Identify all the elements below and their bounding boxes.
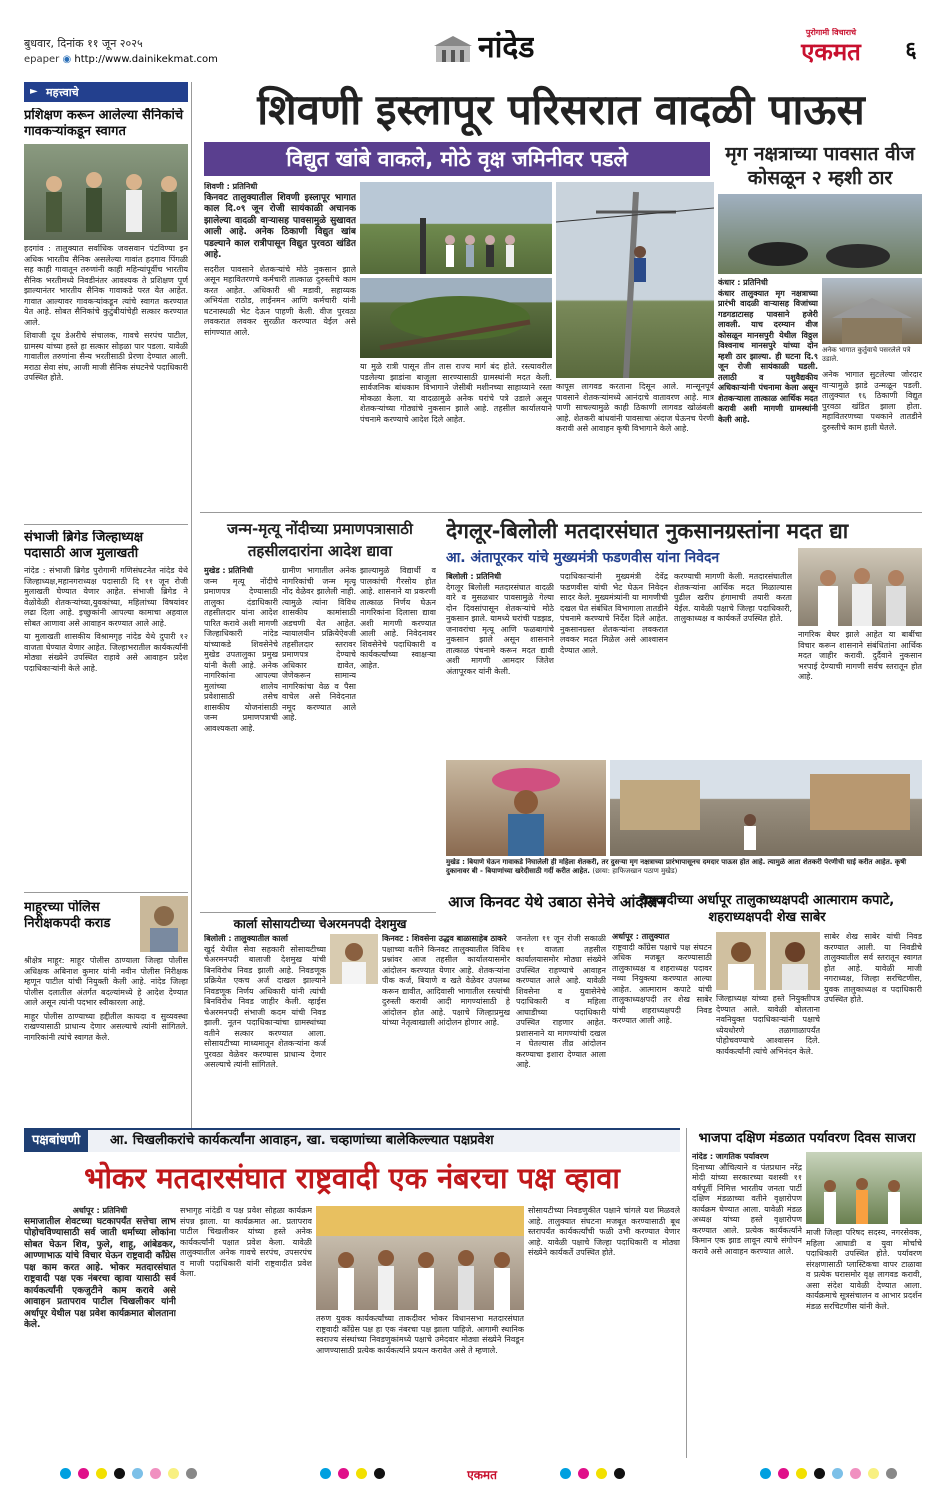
kinwat-body-col2: जनतेला ११ जून रोजी सकाळी ११ वाजता तहसील कार्यालयासमोर मोठ्या संख्येने उपस्थित राहण्याचे आवाहन करण्यात आले आहे. यावेळी शिवसेना व युवासेनेचे पदाधिकारी व महिला आघाडीच्या पदाधिकारी उपस्थित राहणार आहेत. प्रशासनाने या मागण्यांची दखल न घेतल्यास तीव्र आंदोलन करण्याचा इशारा देण्यात आला आहे. bbox=[516, 934, 606, 1069]
registration-dot bbox=[320, 1468, 331, 1479]
portrait-icon bbox=[330, 934, 378, 984]
sidebar-story2-headline: संभाजी ब्रिगेड जिल्हाध्यक्ष पदासाठी आज मुलाखती bbox=[24, 530, 144, 561]
kinwat-dateline: किनवट : शिवसेना उद्धव बाळासाहेब ठाकरे bbox=[382, 934, 507, 943]
deglur-body-col4: नागरिक बेघर झाले आहेत या बाबींचा विचार करून शासनाने संबंधितांना आर्थिक मदत जाहीर करावी. दुर्दैवाने नुकसान भरपाई देण्याची मागणी सर्वच स्तरातून होत आहे. bbox=[798, 630, 922, 681]
ncp-body-col1: अर्धापूर : तालुक्यात राष्ट्रवादी काँग्रेस पक्षाचे पक्ष संघटन अधिक मजबूत करण्यासाठी तालुकाध्यक्ष व शहराध्यक्ष पदावर नव्या नियुक्त्या करण्यात आल्या आहेत. आत्माराम कपाटे यांची तालुकाध्यक्षपदी तर शेख साबेर यांची शहराध्यक्षपदी निवड करण्यात आली आहे. bbox=[612, 932, 712, 1025]
sidebar-story1-photo bbox=[24, 144, 188, 240]
registration-dot bbox=[814, 1468, 825, 1479]
soldiers-photo-icon bbox=[24, 144, 188, 240]
bjp-body-col2: माजी जिल्हा परिषद सदस्य, नगरसेवक, महिला आघाडी व युवा मोर्चाचे पदाधिकारी उपस्थित होते. पर्यावरण संरक्षणासाठी प्लास्टिकचा वापर टाळावा व प्रत्येक घरासमोर वृक्ष लागवड करावी, असा संदेश यावेळी देण्यात आला. कार्यक्रमाचे सूत्रसंचालन व आभार प्रदर्शन मंडळ सरचिटणीस यांनी केले. bbox=[806, 1228, 922, 1311]
lead-photo-field bbox=[360, 182, 552, 274]
certificate-body-col3: झाल्यामुळे विद्यार्थी व पालकांची गैरसोय होत आहे. शासनाने या प्रकरणी तात्काळ निर्णय घेऊन नागरिकांना दिलासा द्यावा अशी मागणी करण्यात आली आहे. निवेदनावर शिवसेनेचे पदाधिकारी व कार्यकर्त्यांच्या स्वाक्षऱ्या आहेत. bbox=[360, 566, 436, 670]
brand-logo bbox=[780, 28, 882, 68]
karla-dateline: बिलोली : तालुक्यातील कार्ला bbox=[204, 934, 289, 943]
right-story bbox=[718, 142, 922, 508]
sidebar-section-label: ► महत्त्वाचे bbox=[24, 82, 188, 102]
deglur-photo-caption: मुखेड : बियाणे घेऊन गावाकडे निघालेली ही महिला शेतकरी, तर दुसऱ्या मृग नक्षत्राच्या प्रारंभापासूनच दमदार पाऊस होत आहे. त्यामुळे आता शेतकरी पेरणीची घाई करीत आहेत. कृषी दुकानावर बी - बियाणांच्या खरेदीसाठी गर्दी करीत आहेत. (छाया: हाफिजखान पठाण मुखेड) bbox=[446, 858, 907, 875]
bhokar-body-col3: तरुण युवक कार्यकर्त्यांच्या ताकदीवर भोकर विधानसभा मतदारसंघात राष्ट्रवादी काँग्रेस पक्ष हा एक नंबरचा पक्ष झाला पाहिजे. आगामी स्थानिक स्वराज्य संस्थांच्या निवडणुकांमध्ये पक्षाचे उमेदवार मोठ्या संख्येने निवडून आणण्यासाठी प्रत्येक कार्यकर्त्याने प्रयत्न करावेत असे ते म्हणाले. bbox=[316, 1314, 524, 1355]
lead-body-col1: सदरील पावसाने शेतकऱ्यांचे मोठे नुकसान झाले असून महावितरणचे कर्मचारी तात्काळ दुरुस्तीचे काम करत आहेत. अधिकारी श्री मडावी, सहाय्यक अभियंता राठोड, लाईनमन आणि कर्मचारी यांनी घटनास्थळी भेट देऊन पाहणी केली. वीज पुरवठा लवकरात लवकर सुरळीत करण्यात येईल असे सांगण्यात आले. bbox=[204, 264, 356, 337]
market-street-icon bbox=[610, 760, 922, 856]
ncp-portrait-2 bbox=[770, 932, 820, 990]
tree-planting-icon bbox=[806, 1152, 922, 1224]
farmer-woman-icon bbox=[446, 760, 606, 856]
certificate-body-col1: मुखेड : प्रतिनिधी जन्म मृत्यू नोंदीचे प्रमाणपत्र देण्यासाठी तालुका दंडाधिकारी तहसीलदार यांना आदेश पारित करावे अशी मागणी जिल्हाधिकारी नांदेड यांच्याकडे शिवसेनेचे मुखेड उपतालुका प्रमुख यांनी केली आहे. अनेक नागरिकांना आपल्या मुलांच्या शालेय प्रवेशासाठी तसेच शासकीय योजनांसाठी जन्म प्रमाणपत्राची आवश्यकता आहे. bbox=[204, 566, 278, 733]
bhokar-body-col4: सोसायटीच्या निवडणुकीत पक्षाने चांगले यश मिळवले आहे. तालुक्यात संघटना मजबूत करण्यासाठी बूथ स्तरापर्यंत कार्यकर्त्यांची फळी उभी करण्यात येणार आहे. यावेळी पक्षाचे जिल्हा पदाधिकारी व मोठ्या संख्येने कार्यकर्ते उपस्थित होते. bbox=[528, 1206, 680, 1257]
party-building-strip bbox=[24, 1128, 680, 1152]
divider bbox=[24, 892, 188, 893]
karla-portrait bbox=[330, 934, 378, 984]
sidebar-story3-body: श्रीक्षेत्र माहूर: माहूर पोलीस ठाण्याला जिल्हा पोलीस अधिक्षक अबिनाश कुमार यांनी नवीन पोलीस निरीक्षक म्हणून पाटील यांची नियुक्ती केली आहे. नांदेड जिल्हा पोलीस दलातील अंतर्गत बदल्यांमध्ये हे आदेश देण्यात आले असून त्यांनी पदभार स्वीकारला आहे. माहूर पोलीस ठाण्याच्या हद्दीतील कायदा व सुव्यवस्था राखण्यासाठी प्राधान्य देणार असल्याचे त्यांनी सांगितले. नागरिकांनी त्यांचे स्वागत केले. bbox=[24, 956, 188, 1042]
certificate-headline: जन्म-मृत्यू नोंदीच्या प्रमाणपत्रासाठी तहसीलदारांना आदेश द्यावा bbox=[227, 520, 413, 560]
registration-dot bbox=[596, 1468, 607, 1479]
registration-dot bbox=[356, 1468, 367, 1479]
registration-dot bbox=[132, 1468, 143, 1479]
globe-icon: ◉ bbox=[62, 54, 72, 65]
sidebar bbox=[24, 82, 192, 1142]
registration-dot bbox=[760, 1468, 771, 1479]
city-name: नांदेड bbox=[478, 30, 535, 65]
lead-dateline: शिवणी : प्रतिनिधी bbox=[204, 182, 258, 191]
lead-body-col3: कापूस लागवड करताना दिसून आले. मान्सूनपूर्व पावसाने शेतकऱ्यांमध्ये आनंदाचे वातावरण आहे. मात्र पाणी साचल्यामुळे काही ठिकाणी लागवड खोळंबली आहे. शेतकरी बांधवांनी पावसाचा अंदाज घेऊनच पेरणी करावी असे आवाहन कृषी विभागाने केले आहे. bbox=[556, 382, 714, 433]
registration-dot bbox=[114, 1468, 125, 1479]
registration-bar bbox=[0, 1464, 945, 1486]
divider bbox=[686, 1128, 687, 1458]
brand-tagline: पुरोगामी विचाराचे bbox=[805, 28, 857, 37]
bjp-body-col1: नांदेड : जागतिक पर्यावरण दिनाच्या औचित्याने व पंतप्रधान नरेंद्र मोदी यांच्या सरकारच्या यशस्वी ११ वर्षपूर्ती निमित्त भारतीय जनता पार्टी दक्षिण मंडळाच्या वतीने वृक्षारोपण कार्यक्रम घेण्यात आला. यावेळी मंडळ अध्यक्ष यांच्या हस्ते वृक्षारोपण करण्यात आले. प्रत्येक कार्यकर्त्याने किमान एक झाड लावून त्याचे संगोपन करावे असे आवाहन करण्यात आले. bbox=[692, 1152, 802, 1256]
bhokar-body-col2: सभागृह नांदेडी व पक्ष प्रवेश सोहळा कार्यक्रम संपन्न झाला. या कार्यक्रमात आ. प्रतापराव पाटील चिखलीकर यांच्या हस्ते अनेक कार्यकर्त्यांनी पक्षात प्रवेश केला. यावेळी तालुक्यातील अनेक गावचे सरपंच, उपसरपंच व माजी पदाधिकारी यांनी राष्ट्रवादीत प्रवेश केला. bbox=[180, 1206, 312, 1278]
arrow-icon: ► bbox=[30, 86, 38, 97]
registration-dot bbox=[778, 1468, 789, 1479]
deglur-photo-meeting bbox=[798, 548, 922, 626]
divider bbox=[24, 524, 188, 525]
registration-dot bbox=[150, 1468, 161, 1479]
epaper-link[interactable]: http://www.dainikekmat.com bbox=[74, 54, 218, 65]
deglur-subhead: आ. अंतापूरकर यांचे मुख्यमंत्री फडणवीस यांना निवेदन bbox=[446, 550, 720, 566]
officials-photo-icon bbox=[360, 182, 552, 274]
registration-dot bbox=[60, 1468, 71, 1479]
portrait-icon bbox=[716, 932, 766, 990]
lead-body-col2: या मुळे रात्री पासून तीन तास राज्य मार्ग बंद होते. रस्त्यावरील पडलेल्या झाडांना बाजूला सारण्यासाठी ग्रामस्थांनी मदत केली. सार्वजनिक बांधकाम विभागाने जेसीबी मशीनच्या साहाय्याने रस्ता मोकळा केला. या वादळामुळे अनेक घरांचे पत्रे उडाले असून शेतकऱ्यांच्या गोठ्यांचे नुकसान झाले आहे. तहसील कार्यालयाने पंचनामे करण्याचे आदेश दिले आहेत. bbox=[360, 362, 552, 424]
deglur-body-col3: करण्याची मागणी केली. मतदारसंघातील शेतकऱ्यांना आर्थिक मदत मिळाल्यास पुढील खरीप हंगामाची तयारी करता येईल. यावेळी पक्षाचे जिल्हा पदाधिकारी, तालुकाध्यक्ष व कार्यकर्ते उपस्थित होते. bbox=[674, 572, 792, 623]
stage-event-icon bbox=[316, 1206, 524, 1310]
right-story-photo2 bbox=[822, 278, 922, 344]
deglur-headline: देगलूर-बिलोली मतदारसंघात नुकसानग्रस्तांना मदत द्या bbox=[446, 519, 849, 543]
photo-credit: (छाया: हाफिजखान पठाण मुखेड) bbox=[592, 867, 678, 875]
electric-pole-icon bbox=[556, 182, 714, 378]
registration-dot bbox=[186, 1468, 197, 1479]
lead-intro: किनवट तालुक्यातील शिवणी इस्लापूर भागात काल दि.०९ जून रोजी सायंकाळी अचानक झालेल्या वादळी वाऱ्यासह पावसामुळे सुखावत आली आहे. अनेक ठिकाणी विद्युत खांब पडल्याने काल रात्रीपासून विद्युत पुरवठा खंडित आहे. bbox=[204, 192, 356, 260]
lead-headline: शिवणी इस्लापूर परिसरात वादळी पाऊस bbox=[257, 85, 865, 134]
registration-dot bbox=[832, 1468, 843, 1479]
meeting-photo-icon bbox=[798, 548, 922, 626]
registration-dot bbox=[374, 1468, 385, 1479]
deglur-dateline: बिलोली : प्रतिनिधी bbox=[446, 572, 502, 581]
sidebar-story3-photo bbox=[140, 896, 188, 952]
deglur-photo-woman bbox=[446, 760, 606, 856]
certificate-dateline: मुखेड : प्रतिनिधी bbox=[204, 566, 254, 575]
right-story-body: कंधार : प्रतिनिधी कंधार तालुक्यात मृग नक्षत्राच्या प्रारंभी वादळी वाऱ्यासह विजांच्या गडगडाटासह पावसाने हजेरी लावली. याच दरम्यान वीज कोसळून मानसपुरी येथील विठ्ठल विश्वनाथ मानसपुरे यांच्या दोन म्हशी ठार झाल्या. ही घटना दि.९ जून रोजी सायंकाळी घडली. तलाठी व पशुवैद्यकीय अधिकाऱ्यांनी पंचनामा केला असून शेतकऱ्याला तात्काळ आर्थिक मदत करावी अशी मागणी ग्रामस्थांनी केली आहे. bbox=[718, 278, 818, 424]
roof-damage-icon bbox=[822, 278, 922, 344]
lead-photo-pole bbox=[556, 182, 714, 378]
divider bbox=[200, 912, 436, 913]
registration-dot bbox=[850, 1468, 861, 1479]
registration-dot bbox=[560, 1468, 571, 1479]
certificate-body-col2: ग्रामीण भागातील अनेक नागरिकांची जन्म मृत्यू नोंद वेळेवर झालेली नाही. त्यामुळे त्यांना विविध शासकीय कामांसाठी अडचणी येत आहेत. न्यायालयीन प्रक्रियेऐवजी तहसीलदार स्तरावर प्रमाणपत्र देण्याचे अधिकार द्यावेत, जेणेकरून सामान्य नागरिकांचा वेळ व पैसा वाचेल असे निवेदनात नमूद करण्यात आले आहे. bbox=[282, 566, 356, 722]
bjp-headline: भाजपा दक्षिण मंडळात पर्यावरण दिवस साजरा bbox=[698, 1131, 916, 1146]
page-number: ६ bbox=[905, 38, 917, 63]
lead-photo-tree bbox=[360, 278, 552, 358]
registration-dot bbox=[614, 1468, 625, 1479]
issue-date: बुधवार, दिनांक ११ जून २०२५ bbox=[24, 37, 143, 50]
ncp-headline: राष्ट्रवादीच्या अर्धापूर तालुकाध्यक्षपदी आत्माराम कपाटे, शहराध्यक्षपदी शेख साबेर bbox=[639, 893, 895, 925]
portrait-icon bbox=[140, 896, 188, 952]
building-icon bbox=[432, 34, 474, 64]
registration-dot bbox=[168, 1468, 179, 1479]
sidebar-story2-body: नांदेड : संभाजी ब्रिगेड पुरोगामी गणिसंघटनेत नांदेड येथे जिल्हाध्यक्ष,महानगराध्यक्ष पदासाठी दि ११ जून रोजी मुलाखती घेण्यात येणार आहेत. संभाजी ब्रिगेड ने वेळोवेळी शेतकऱ्यांच्या,युवकांच्या, महिलांच्या विषयांवर लढा दिला आहे. इच्छुकांनी आपल्या कामाचा अहवाल सोबत आणावा असे आवाहन करण्यात आले आहे. या मुलाखती शासकीय विश्रामगृह नांदेड येथे दुपारी १२ वाजता घेण्यात येणार आहेत. जिल्हाभरातील कार्यकर्त्यांनी मोठ्या संख्येने उपस्थित राहावे असे आवाहन प्रदेश पदाधिकाऱ्यांनी केले आहे. bbox=[24, 566, 188, 673]
sidebar-story1-headline: प्रशिक्षण करून आलेल्या सैनिकांचे गावकऱ्यांकडून स्वागत bbox=[24, 108, 184, 139]
kinwat-headline: आज किनवट येथे उबाठा सेनेचे आंदोलन bbox=[448, 893, 666, 911]
ncp-portrait-1 bbox=[716, 932, 766, 990]
masthead bbox=[0, 0, 945, 70]
epaper-row bbox=[24, 54, 264, 68]
right-story-body2: अनेक भागात सुटलेल्या जोरदार वाऱ्यामुळे झाडे उन्मळून पडली. तालुक्यात १६ ठिकाणी विद्युत पुरवठा खंडित झाला होता. महावितरणच्या पथकाने तातडीने दुरुस्तीचे काम हाती घेतले. bbox=[822, 370, 922, 432]
ncp-dateline: अर्धापूर : तालुक्यात bbox=[612, 932, 670, 941]
bhokar-body-col1: अर्धापूर : प्रतिनिधी समाजातील शेवटच्या घटकापर्यंत सत्तेचा लाभ पोहोचविण्यासाठी सर्व जाती धर्माच्या लोकांना सोबत घेऊन शिव, फुले, शाहू, आंबेडकर, आण्णाभाऊ यांचे विचार घेऊन राष्ट्रवादी काँग्रेस पक्ष काम करत आहे. भोकर मतदारसंघात राष्ट्रवादी पक्ष एक नंबरचा व्हावा यासाठी सर्व कार्यकर्त्यांनी एकजुटीने काम करावे असे आवाहन प्रतापराव पाटील चिखलीकर यांनी अर्धापूर येथील पक्ष प्रवेश कार्यक्रमात बोलताना केले. bbox=[24, 1206, 176, 1330]
strip-label: पक्षबांधणी bbox=[24, 1130, 88, 1152]
buffalo-photo-icon bbox=[718, 194, 922, 274]
ncp-body-col3: साबेर शेख साबेर यांची निवड करण्यात आली. या निवडीचे तालुक्यातील सर्व स्तरातून स्वागत होत आहे. यावेळी माजी नगराध्यक्ष, जिल्हा सरचिटणीस, युवक तालुकाध्यक्ष व पदाधिकारी उपस्थित होते. bbox=[824, 932, 922, 1004]
brand-name: एकमत bbox=[801, 38, 861, 66]
deglur-photo-street bbox=[610, 760, 922, 856]
right-story-headline: मृग नक्षत्राच्या पावसात वीज कोसळून २ म्हशी ठार bbox=[725, 143, 915, 189]
sidebar-story3-headline: माहूरच्या पोलिस निरीक्षकपदी कराड bbox=[24, 900, 111, 931]
lead-subhead: विद्युत खांबे वाकले, मोठे वृक्ष जमिनीवर पडले bbox=[204, 142, 710, 176]
divider bbox=[200, 512, 922, 513]
city-emblem bbox=[432, 34, 474, 64]
right-story-dateline: कंधार : प्रतिनिधी bbox=[718, 278, 768, 287]
kinwat-body-col1: किनवट : शिवसेना उद्धव बाळासाहेब ठाकरे पक्षाच्या वतीने किनवट तालुक्यातील विविध प्रश्नांवर आज तहसील कार्यालयासमोर आंदोलन करण्यात येणार आहे. शेतकऱ्यांना पीक कर्ज, बियाणे व खते वेळेवर उपलब्ध करून द्यावीत, आदिवासी भागातील रस्त्यांची दुरुस्ती करावी आदी मागण्यांसाठी हे आंदोलन होत आहे. पक्षाचे जिल्हाप्रमुख यांच्या नेतृत्वाखाली आंदोलन होणार आहे. bbox=[382, 934, 510, 1027]
bhokar-dateline: अर्धापूर : प्रतिनिधी bbox=[72, 1206, 128, 1215]
karla-headline: कार्ला सोसायटीच्या चेअरमनपदी देशमुख bbox=[233, 917, 407, 931]
bjp-photo bbox=[806, 1152, 922, 1224]
registration-dot bbox=[338, 1468, 349, 1479]
portrait-icon bbox=[770, 932, 820, 990]
bottom-brand: एकमत bbox=[467, 1468, 497, 1482]
karla-body: बिलोली : तालुक्यातील कार्ला खुर्द येथील सेवा सहकारी सोसायटीच्या चेअरमनपदी बालाजी देशमुख यांची बिनविरोध निवड झाली आहे. निवडणूक प्रक्रियेत एकच अर्ज दाखल झाल्याने निवडणूक निर्णय अधिकारी यांनी त्यांची बिनविरोध निवड जाहीर केली. व्हाईस चेअरमनपदी संभाजी कदम यांची निवड झाली. नूतन पदाधिकाऱ्यांचा ग्रामस्थांच्या वतीने सत्कार करण्यात आला. सोसायटीच्या माध्यमातून शेतकऱ्यांना कर्ज पुरवठा वेळेवर करण्यास प्राधान्य देणार असल्याचे त्यांनी सांगितले. bbox=[204, 934, 326, 1069]
bjp-dateline: नांदेड : जागतिक पर्यावरण bbox=[692, 1152, 769, 1161]
bhokar-photo bbox=[316, 1206, 524, 1310]
ncp-body-col2: जिल्हाध्यक्ष यांच्या हस्ते नियुक्तीपत्र देण्यात आले. यावेळी बोलताना नवनियुक्त पदाधिकाऱ्यांनी पक्षाचे ध्येयधोरणे तळागाळापर्यंत पोहोचवण्याचे आश्वासन दिले. कार्यकर्त्यांनी त्यांचे अभिनंदन केले. bbox=[716, 994, 820, 1056]
registration-dot bbox=[78, 1468, 89, 1479]
deglur-body-col1: बिलोली : प्रतिनिधी देगलूर बिलोली मतदारसंघात वादळी वारे व मुसळधार पावसामुळे गेल्या दोन दिवसांपासून शेतकऱ्यांचे मोठे नुकसान झाले. यामध्ये घरांची पडझड, जनावरांचा मृत्यू आणि फळबागांचे नुकसान झाले असून शासनाने तात्काळ पंचनामे करून मदत द्यावी अशी मागणी आमदार जितेश अंतापूरकर यांनी केली. bbox=[446, 572, 554, 676]
lead-body-left bbox=[204, 182, 356, 502]
bhokar-headline: भोकर मतदारसंघात राष्ट्रवादी एक नंबरचा पक्ष व्हावा bbox=[84, 1161, 620, 1195]
registration-dot bbox=[578, 1468, 589, 1479]
epaper-label: epaper bbox=[24, 54, 60, 65]
sidebar-story1-body: हदगांव : तालुक्यात सर्वाधिक जवसवान पंटविण्या इन अधिक भारतीय सैनिक असलेल्या गावांत हदगाव पिंगळी सह काही गावातून तरुणांनी काही महिन्यांपूर्वीच भारतीय सैनिक भरतीमध्ये निवडीनंतर आवश्यक ते प्रशिक्षण पूर्ण झाल्यानंतर भारतीय सैनिक गावाकडे परत येत आहेत. गावात आल्यावर गावकऱ्यांकडून त्यांचे स्वागत करण्यात येत आहे. सोबत सैनिकांचे कुटुंबीयांचेही सत्कार करण्यात आले. शिवाजी दूध डेअरीचे संचालक, गावचे सरपंच पाटील, ग्रामस्थ यांच्या हस्ते हा सत्कार सोहळा पार पडला. यावेळी गावातील तरुणांना सैन्य भरतीसाठी प्रेरणा देण्यात आली. मराठा सेवा संघ, आजी माजी सैनिक संघटनेचे पदाधिकारी उपस्थित होते. bbox=[24, 244, 188, 382]
registration-dot bbox=[796, 1468, 807, 1479]
registration-dot bbox=[886, 1468, 897, 1479]
registration-dot bbox=[96, 1468, 107, 1479]
deglur-body-col2: पदाधिकाऱ्यांनी मुख्यमंत्री देवेंद्र फडणवीस यांची भेट घेऊन निवेदन सादर केले. मुख्यमंत्र्यांनी या मागणीची दखल घेत संबंधित विभागाला तातडीने पंचनामे करण्याचे निर्देश दिले आहेत. नुकसानग्रस्त शेतकऱ्यांना लवकरात लवकर मदत मिळेल असे आश्वासन देण्यात आले. bbox=[560, 572, 668, 655]
strip-text: आ. चिखलीकरांचे कार्यकर्त्यांना आवाहन, खा. चव्हाणांच्या बालेकिल्ल्यात पक्षप्रवेश bbox=[110, 1133, 494, 1148]
registration-dot bbox=[868, 1468, 879, 1479]
right-story-photo bbox=[718, 194, 922, 274]
fallen-tree-icon bbox=[360, 278, 552, 358]
right-story-photo-caption: अनेक भागात कुर्तुवाचे पसरलेले पत्रे उडाले. bbox=[822, 346, 911, 363]
